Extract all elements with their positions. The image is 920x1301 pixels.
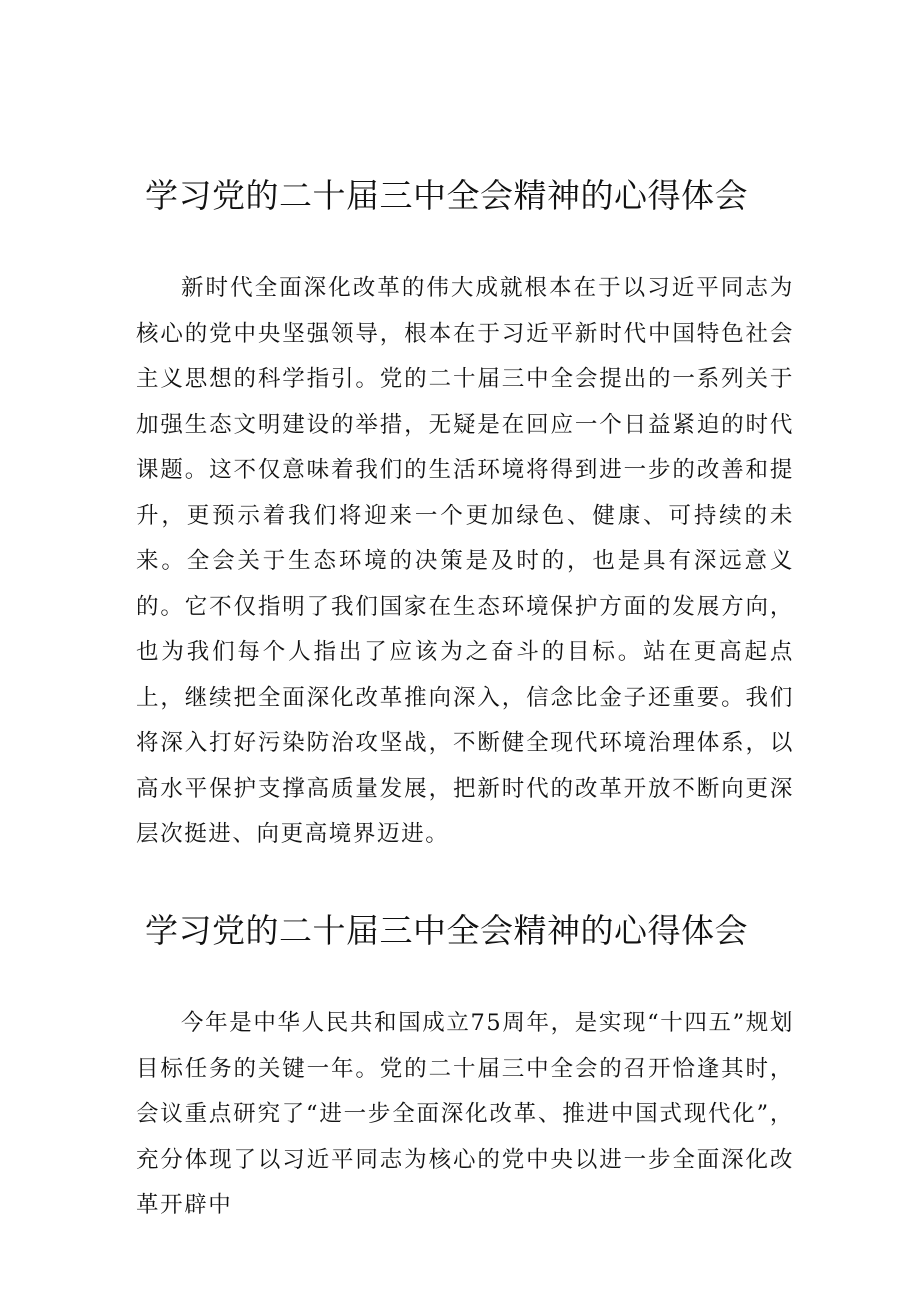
section-paragraph: 今年是中华人民共和国成立75周年，是实现“十四五”规划目标任务的关键一年。党的二十届三中全会的召开恰逢其时，会议重点研究了“进一步全面深化改革、推进中国式现代化”，充分体现了以习近平同志为核心的党中央以进一步全面深化改革开辟中 [136,1010,794,1218]
section-title: 学习党的二十届三中全会精神的心得体会 [145,911,748,950]
section-paragraph: 新时代全面深化改革的伟大成就根本在于以习近平同志为核心的党中央坚强领导，根本在于习近平新时代中国特色社会主义思想的科学指引。党的二十届三中全会提出的一系列关于加强生态文明建设的举措，无疑是在回应一个日益紧迫的时代课题。这不仅意味着我们的生活环境将得到进一步的改善和提升，更预示着我们将迎来一个更加绿色、健康、可持续的未来。全会关于生态环境的决策是及时的，也是具有深远意义的。它不仅指明了我们国家在生态环境保护方面的发展方向，也为我们每个人指出了应该为之奋斗的目标。站在更高起点上，继续把全面深化改革推向深入，信念比金子还重要。我们将深入打好污染防治攻坚战，不断健全现代环境治理体系，以高水平保护支撑高质量发展，把新时代的改革开放不断向更深层次挺进、向更高境界迈进。 [136,275,794,847]
section-title: 学习党的二十届三中全会精神的心得体会 [145,176,748,215]
